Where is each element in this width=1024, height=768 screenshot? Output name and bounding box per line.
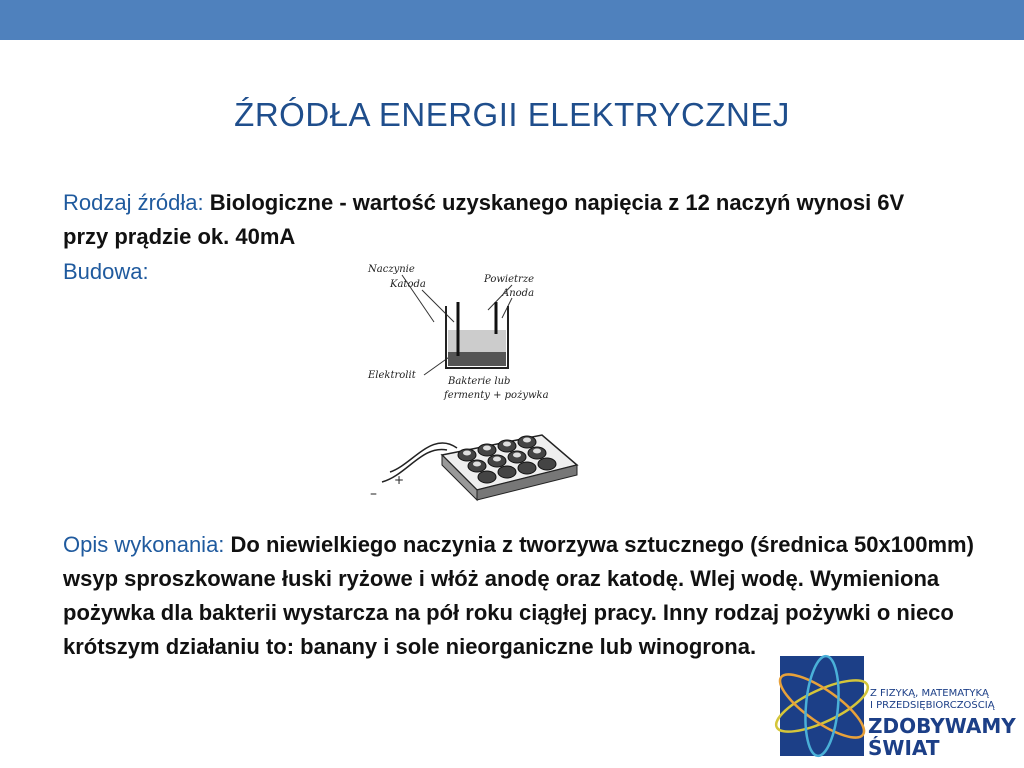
diagram-label-fermenty: fermenty + pożywka: [444, 390, 549, 401]
terminal-plus-label: +: [394, 473, 405, 487]
source-type-paragraph: [63, 186, 943, 254]
diagram-label-anoda: Anoda: [502, 288, 535, 299]
logo-line-1: Z FIZYKĄ, MATEMATYKĄ: [870, 688, 989, 699]
description-text: Do niewielkiego naczynia z tworzywa sztucznego (średnica 50x100mm) wsyp sproszkowane łuski ryżowe i włóż anodę oraz katodę. Wlej wodę. Wymieniona pożywka dla bakterii wystarcza na pół roku ciągłej pracy. Inny rodzaj pożywki o nieco krótszym działaniu to: banany i sole nieorganiczne lub winogrona.: [63, 532, 974, 659]
bio-cell-diagram: [362, 260, 602, 505]
cell-container-icon: [446, 302, 508, 368]
project-logo: [770, 630, 1024, 764]
cell-battery-icon: [382, 435, 577, 500]
logo-line-3: ZDOBYWAMY: [868, 714, 1016, 738]
top-accent-bar: [0, 0, 1024, 40]
diagram-label-bakterie: Bakterie lub: [448, 376, 511, 387]
build-paragraph: [63, 255, 149, 289]
build-label: Budowa:: [63, 259, 149, 284]
diagram-label-naczynie: Naczynie: [368, 264, 415, 275]
logo-line-4: ŚWIAT: [868, 736, 940, 760]
diagram-label-elektrolit: Elektrolit: [368, 370, 416, 381]
source-type-label: Rodzaj źródła:: [63, 190, 204, 215]
slide-title: ŹRÓDŁA ENERGII ELEKTRYCZNEJ: [234, 96, 790, 133]
diagram-label-powietrze: Powietrze: [484, 274, 535, 285]
logo-line-2: I PRZEDSIĘBIORCZOŚCIĄ: [870, 700, 995, 711]
description-label: Opis wykonania:: [63, 532, 225, 557]
diagram-label-katoda: Katoda: [390, 279, 426, 290]
source-type-text: Biologiczne - wartość uzyskanego napięcia z 12 naczyń wynosi 6V przy prądzie ok. 40mA: [63, 190, 905, 249]
terminal-minus-label: –: [370, 486, 377, 502]
